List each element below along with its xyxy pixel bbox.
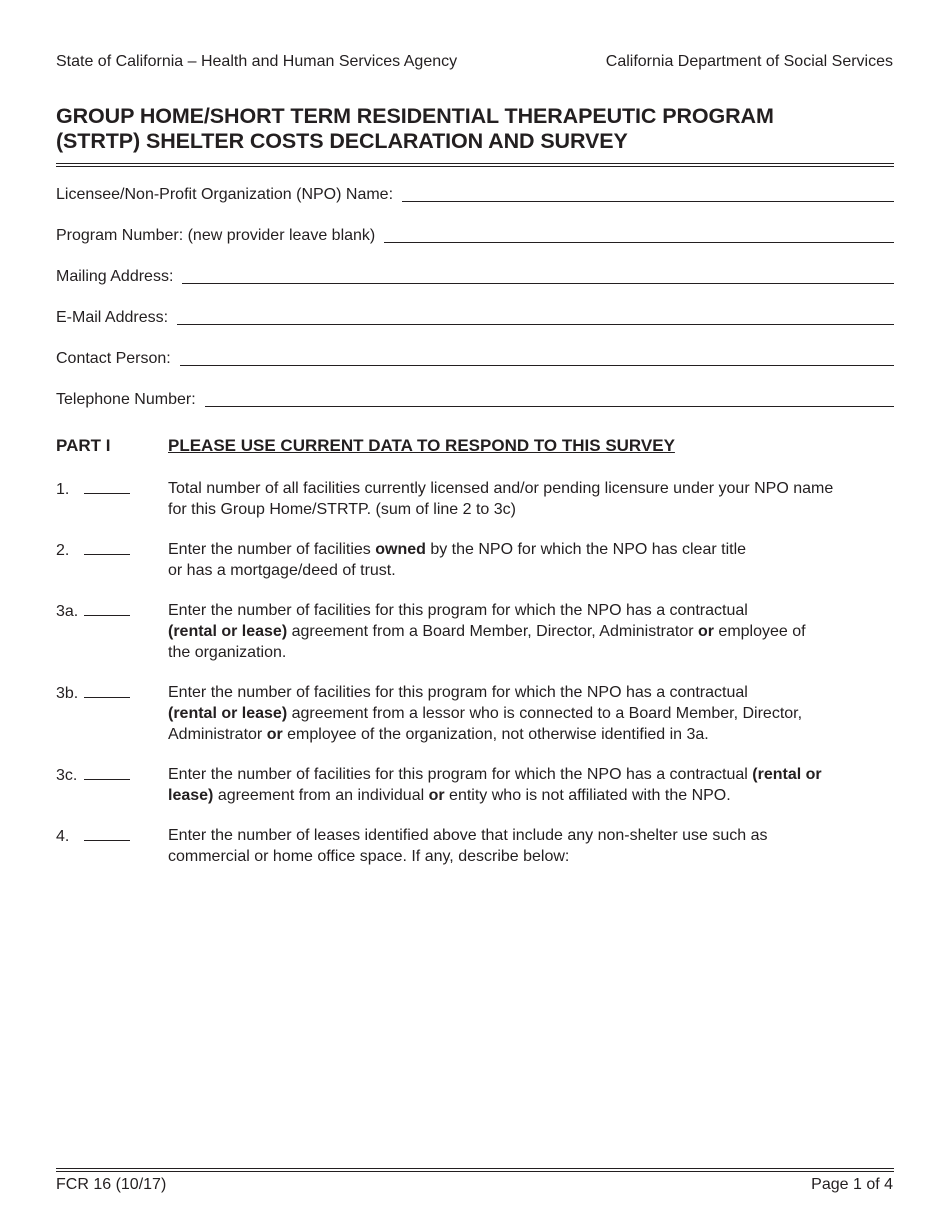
item-3a-text <box>168 600 880 663</box>
telephone-number-input[interactable] <box>205 406 894 407</box>
program-number-label: Program Number: (new provider leave blank) <box>56 227 376 244</box>
form-id: FCR 16 (10/17) <box>56 1176 167 1193</box>
agency-name: State of California – Health and Human Services Agency <box>56 53 458 70</box>
item-4-answer[interactable] <box>84 825 130 841</box>
form-title-line-1: GROUP HOME/SHORT TERM RESIDENTIAL THERAPEUTIC PROGRAM <box>56 104 774 128</box>
item-1-answer[interactable] <box>84 478 130 494</box>
item-text-line: Enter the number of leases identified above that include any non-shelter use such as <box>168 827 768 844</box>
part-heading: PLEASE USE CURRENT DATA TO RESPOND TO THIS SURVEY <box>168 436 675 455</box>
item-2-answer[interactable] <box>84 539 130 555</box>
npo-name-label: Licensee/Non-Profit Organization (NPO) Name: <box>56 186 394 203</box>
item-3b-number <box>56 682 130 704</box>
npo-name-input[interactable] <box>402 201 894 202</box>
item-3b-answer[interactable] <box>84 682 130 698</box>
item-text-line: Enter the number of facilities for this program for which the NPO has a contractual (rental or <box>168 766 822 783</box>
program-number-field[interactable] <box>56 225 894 245</box>
item-3a-answer[interactable] <box>84 600 130 616</box>
item-4-text <box>168 825 880 867</box>
email-address-input[interactable] <box>177 324 894 325</box>
item-text-line: for this Group Home/STRTP. (sum of line 2 to 3c) <box>168 501 516 518</box>
mailing-address-input[interactable] <box>182 283 894 284</box>
item-text-line: or has a mortgage/deed of trust. <box>168 562 396 579</box>
item-number-label: 1. <box>56 481 70 498</box>
footer-divider-top <box>56 1168 894 1169</box>
contact-person-field[interactable] <box>56 348 894 368</box>
contact-person-input[interactable] <box>180 365 894 366</box>
mailing-address-label: Mailing Address: <box>56 268 174 285</box>
item-3b-text <box>168 682 880 745</box>
email-address-label: E-Mail Address: <box>56 309 169 326</box>
item-text-line: the organization. <box>168 644 287 661</box>
item-text-line: lease) agreement from an individual or entity who is not affiliated with the NPO. <box>168 787 731 804</box>
item-text-line: Enter the number of facilities owned by the NPO for which the NPO has clear title <box>168 541 747 558</box>
item-text-line: Enter the number of facilities for this program for which the NPO has a contractual <box>168 602 748 619</box>
department-name: California Department of Social Services <box>605 53 893 70</box>
npo-name-field[interactable] <box>56 184 894 204</box>
item-text-line: commercial or home office space. If any, describe below: <box>168 848 570 865</box>
item-number-label: 3a. <box>56 603 79 620</box>
item-text-line: (rental or lease) agreement from a Board Member, Director, Administrator or employee of <box>168 623 806 640</box>
form-title-line-2: (STRTP) SHELTER COSTS DECLARATION AND SURVEY <box>56 129 628 153</box>
title-divider-top <box>56 163 894 164</box>
item-number-label: 3c. <box>56 767 78 784</box>
item-3a-number <box>56 600 130 622</box>
mailing-address-field[interactable] <box>56 266 894 286</box>
item-text-line: Total number of all facilities currently licensed and/or pending licensure under your NPO name <box>168 480 834 497</box>
item-3c-text <box>168 764 880 806</box>
item-text-line: Administrator or employee of the organization, not otherwise identified in 3a. <box>168 726 709 743</box>
telephone-number-label: Telephone Number: <box>56 391 196 408</box>
item-3c-answer[interactable] <box>84 764 130 780</box>
item-2-number <box>56 539 130 561</box>
item-number-label: 3b. <box>56 685 79 702</box>
footer-divider-bottom <box>56 1171 894 1172</box>
program-number-input[interactable] <box>384 242 894 243</box>
item-text-line: Enter the number of facilities for this program for which the NPO has a contractual <box>168 684 748 701</box>
item-4-number <box>56 825 130 847</box>
item-3c-number <box>56 764 130 786</box>
form-title <box>56 104 896 154</box>
item-text-line: (rental or lease) agreement from a lessor who is connected to a Board Member, Director, <box>168 705 803 722</box>
telephone-number-field[interactable] <box>56 389 894 409</box>
item-number-label: 2. <box>56 542 70 559</box>
contact-person-label: Contact Person: <box>56 350 171 367</box>
item-2-text <box>168 539 880 581</box>
item-1-number <box>56 478 130 500</box>
email-address-field[interactable] <box>56 307 894 327</box>
item-1-text <box>168 478 880 520</box>
title-divider-bottom <box>56 166 894 167</box>
part-label: PART I <box>56 436 111 455</box>
item-number-label: 4. <box>56 828 70 845</box>
page-number: Page 1 of 4 <box>811 1176 893 1193</box>
